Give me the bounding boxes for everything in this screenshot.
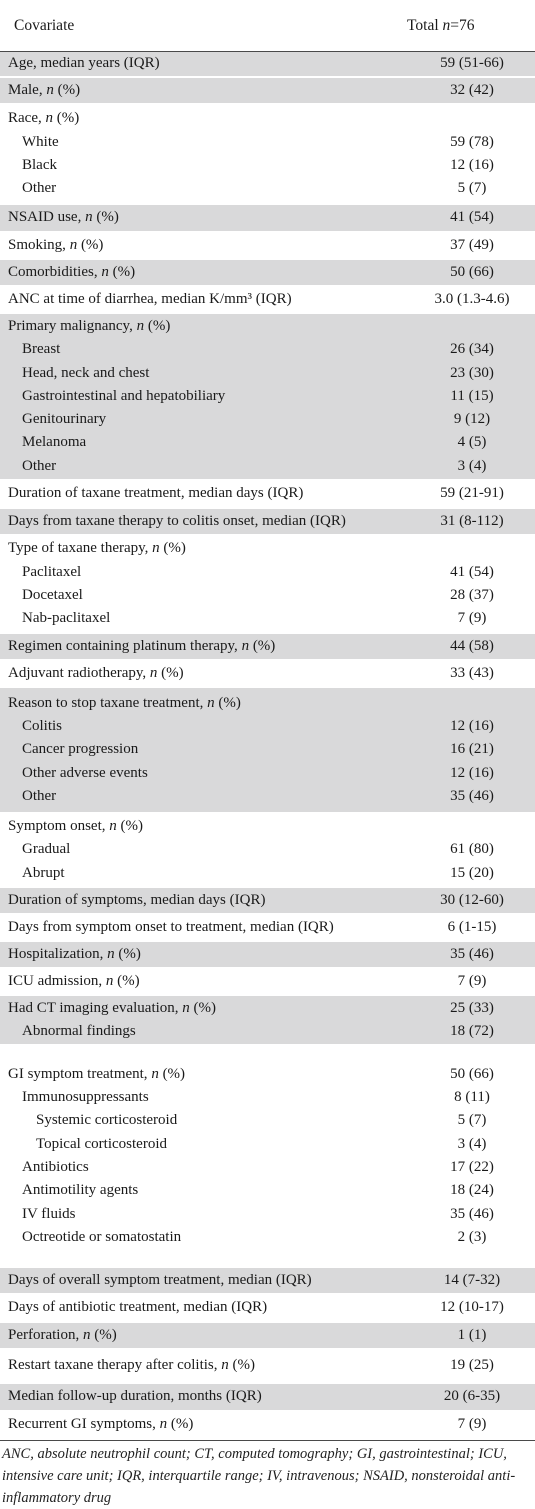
table-row (0, 1086, 535, 1109)
row-value: 25 (33) (450, 999, 494, 1016)
row-value: 12 (16) (450, 764, 494, 781)
row-value: 7 (9) (457, 1416, 487, 1433)
table-row (0, 662, 535, 685)
row-value: 3 (4) (457, 1135, 487, 1152)
table-row (0, 916, 535, 939)
table-row (0, 107, 535, 130)
table-row (0, 862, 535, 885)
table-row (0, 1179, 535, 1202)
table-row (0, 338, 535, 361)
table-row (0, 785, 535, 808)
row-label: Race, n (%) (8, 110, 80, 127)
row-value: 7 (9) (457, 972, 487, 989)
row-group (0, 661, 535, 688)
row-label: Hospitalization, n (%) (8, 945, 141, 962)
table-row (0, 1354, 535, 1377)
table-row (0, 1020, 535, 1043)
row-label: White (22, 133, 59, 150)
table-row (0, 537, 535, 560)
table-row (0, 52, 535, 75)
row-value: 14 (7-32) (443, 1271, 501, 1288)
table-row (0, 315, 535, 338)
row-group (0, 1295, 535, 1323)
table-body (0, 52, 535, 1440)
row-label: Duration of symptoms, median days (IQR) (8, 891, 266, 908)
table-row (0, 1109, 535, 1132)
row-group (0, 1412, 535, 1440)
table-row (0, 1269, 535, 1292)
row-label: Recurrent GI symptoms, n (%) (8, 1416, 194, 1433)
row-group (0, 314, 535, 481)
row-label: Symptom onset, n (%) (8, 818, 144, 835)
row-value: 50 (66) (450, 263, 494, 280)
table-row (0, 206, 535, 229)
table-row (0, 288, 535, 311)
row-value: 5 (7) (457, 180, 487, 197)
table-row (0, 970, 535, 993)
row-label: Gastrointestinal and hepatobiliary (22, 387, 226, 404)
row-label: Days of antibiotic treatment, median (IQR) (8, 1299, 268, 1316)
row-label: Paclitaxel (22, 563, 82, 580)
row-value: 59 (78) (450, 133, 494, 150)
row-label: Type of taxane therapy, n (%) (8, 540, 186, 557)
row-value: 3.0 (1.3-4.6) (434, 290, 510, 307)
table-row (0, 1413, 535, 1436)
row-label: NSAID use, n (%) (8, 209, 119, 226)
row-label: Comorbidities, n (%) (8, 263, 136, 280)
table-row (0, 261, 535, 284)
table-row (0, 715, 535, 738)
row-label: Restart taxane therapy after colitis, n (%) (8, 1357, 255, 1374)
row-value: 3 (4) (457, 457, 487, 474)
row-value: 19 (25) (450, 1357, 494, 1374)
table-row (0, 838, 535, 861)
row-value: 31 (8-112) (440, 512, 504, 529)
row-group (0, 287, 535, 314)
header-total: Total n=76 (407, 16, 475, 34)
row-value: 2 (3) (457, 1228, 487, 1245)
row-group (0, 996, 535, 1046)
table-row (0, 561, 535, 584)
row-label: Black (22, 156, 57, 173)
row-label: Perforation, n (%) (8, 1326, 117, 1343)
row-value: 6 (1-15) (447, 918, 497, 935)
row-value: 5 (7) (457, 1112, 487, 1129)
row-group (0, 78, 535, 105)
row-label: Other (22, 787, 57, 804)
table-row (0, 635, 535, 658)
row-group (0, 1350, 535, 1384)
row-group (0, 814, 535, 888)
row-label: Antimotility agents (22, 1182, 139, 1199)
table-row (0, 431, 535, 454)
row-value: 41 (54) (450, 209, 494, 226)
row-label: Antibiotics (22, 1158, 89, 1175)
row-label: Days from symptom onset to treatment, median (IQR) (8, 918, 334, 935)
row-value: 23 (30) (450, 364, 494, 381)
row-value: 32 (42) (450, 81, 494, 98)
row-value: 44 (58) (450, 637, 494, 654)
row-label: Smoking, n (%) (8, 236, 104, 253)
row-value: 41 (54) (450, 563, 494, 580)
row-label: Days of overall symptom treatment, median (IQR) (8, 1271, 312, 1288)
row-value: 16 (21) (450, 741, 494, 758)
row-value: 7 (9) (457, 610, 487, 627)
row-group (0, 969, 535, 996)
table-row (0, 362, 535, 385)
row-group (0, 688, 535, 814)
row-label: Other (22, 457, 57, 474)
table-row (0, 997, 535, 1020)
row-label: Male, n (%) (8, 81, 81, 98)
row-value: 37 (49) (450, 236, 494, 253)
row-value: 35 (46) (450, 787, 494, 804)
row-label: Other adverse events (22, 764, 148, 781)
row-value: 8 (11) (454, 1089, 490, 1106)
row-value: 17 (22) (450, 1158, 494, 1175)
table-header (0, 0, 535, 52)
row-value: 35 (46) (450, 945, 494, 962)
row-label: Median follow-up duration, months (IQR) (8, 1388, 262, 1405)
row-label: Other (22, 180, 57, 197)
row-label: Immunosuppressants (22, 1089, 149, 1106)
table-row (0, 889, 535, 912)
row-label: Breast (22, 341, 61, 358)
table-row (0, 815, 535, 838)
table-row (0, 1203, 535, 1226)
row-group (0, 942, 535, 969)
table-row (0, 692, 535, 715)
table-row (0, 1296, 535, 1319)
table-row (0, 79, 535, 102)
table-row (0, 385, 535, 408)
table-row (0, 131, 535, 154)
row-label: ICU admission, n (%) (8, 972, 140, 989)
row-label: Genitourinary (22, 411, 107, 428)
row-value: 35 (46) (450, 1205, 494, 1222)
row-group (0, 260, 535, 287)
table-row (0, 1385, 535, 1408)
row-value: 18 (72) (450, 1022, 494, 1039)
table-row (0, 1324, 535, 1347)
row-value: 15 (20) (450, 864, 494, 881)
row-label: Regimen containing platinum therapy, n (%) (8, 637, 276, 654)
row-group (0, 1323, 535, 1350)
row-label: Systemic corticosteroid (36, 1112, 178, 1129)
row-label: Octreotide or somatostatin (22, 1228, 182, 1245)
table-row (0, 738, 535, 761)
row-label: Colitis (22, 718, 63, 735)
table-row (0, 154, 535, 177)
row-value: 26 (34) (450, 341, 494, 358)
row-group (0, 509, 535, 536)
row-group (0, 634, 535, 661)
row-value: 61 (80) (450, 841, 494, 858)
row-group (0, 1384, 535, 1412)
row-value: 20 (6-35) (443, 1388, 501, 1405)
table-row (0, 234, 535, 257)
row-value: 1 (1) (457, 1326, 487, 1343)
table-row (0, 455, 535, 478)
table-row (0, 1063, 535, 1086)
row-label: Nab-paclitaxel (22, 610, 111, 627)
row-label: Age, median years (IQR) (8, 55, 160, 72)
row-group (0, 915, 535, 942)
row-group (0, 205, 535, 233)
row-label: Topical corticosteroid (36, 1135, 167, 1152)
row-label: Duration of taxane treatment, median days (IQR) (8, 485, 304, 502)
table-row (0, 943, 535, 966)
row-value: 28 (37) (450, 586, 494, 603)
row-group (0, 105, 535, 205)
row-label: Adjuvant radiotherapy, n (%) (8, 664, 184, 681)
table-row (0, 584, 535, 607)
row-label: GI symptom treatment, n (%) (8, 1065, 186, 1082)
table-row (0, 482, 535, 505)
row-group (0, 481, 535, 509)
table-row (0, 607, 535, 630)
table-row (0, 762, 535, 785)
table-row (0, 408, 535, 431)
row-label: IV fluids (22, 1205, 76, 1222)
row-group (0, 1046, 535, 1268)
row-label: Primary malignancy, n (%) (8, 317, 171, 334)
table-row (0, 1133, 535, 1156)
row-value: 9 (12) (453, 411, 491, 428)
table-row (0, 1156, 535, 1179)
row-group (0, 888, 535, 915)
row-value: 50 (66) (450, 1065, 494, 1082)
table-row (0, 510, 535, 533)
row-label: Cancer progression (22, 741, 139, 758)
table-row (0, 1226, 535, 1249)
row-value: 12 (16) (450, 156, 494, 173)
row-value: 11 (15) (450, 387, 494, 404)
row-group (0, 1268, 535, 1295)
row-label: Abnormal findings (22, 1022, 136, 1039)
table-row (0, 177, 535, 200)
row-value: 12 (16) (450, 718, 494, 735)
row-value: 12 (10-17) (440, 1299, 504, 1316)
row-label: Melanoma (22, 434, 87, 451)
row-label: Docetaxel (22, 586, 83, 603)
row-value: 18 (24) (450, 1182, 494, 1199)
row-value: 59 (21-91) (440, 485, 504, 502)
row-label: Had CT imaging evaluation, n (%) (8, 999, 217, 1016)
row-group (0, 52, 535, 78)
row-value: 33 (43) (450, 664, 494, 681)
row-label: Days from taxane therapy to colitis onset, median (IQR) (8, 512, 346, 529)
row-label: Head, neck and chest (22, 364, 150, 381)
row-label: Gradual (22, 841, 71, 858)
row-group (0, 536, 535, 634)
row-value: 4 (5) (457, 434, 487, 451)
row-label: Abrupt (22, 864, 65, 881)
row-value: 30 (12-60) (440, 891, 504, 908)
row-value: 59 (51-66) (440, 55, 504, 72)
table-footnote: ANC, absolute neutrophil count; CT, computed tomography; GI, gastrointestinal; ICU, intensive care unit; IQR, interquartile range; IV, intravenous; NSAID, nonsteroidal anti-inflammatory drug (0, 1440, 535, 1509)
row-label: Reason to stop taxane treatment, n (%) (8, 694, 241, 711)
row-label: ANC at time of diarrhea, median K/mm³ (IQR) (8, 290, 292, 307)
header-covariate: Covariate (14, 16, 75, 34)
row-group (0, 233, 535, 260)
